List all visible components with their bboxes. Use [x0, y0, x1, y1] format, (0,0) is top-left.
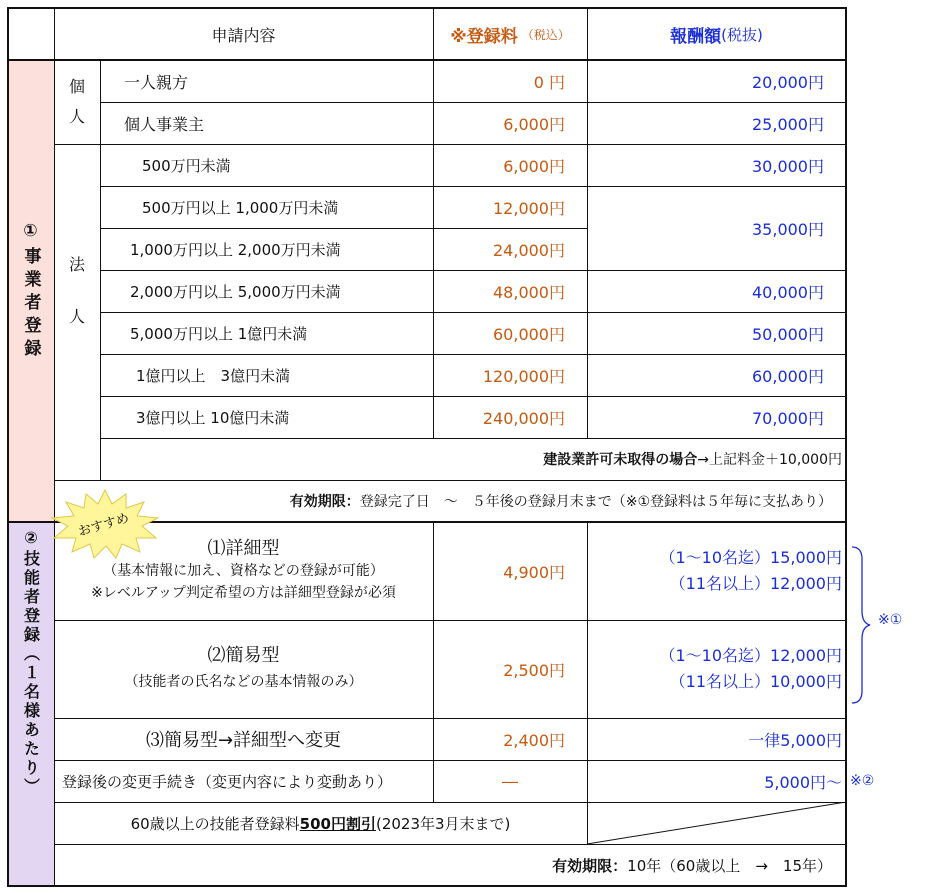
- col-line-reward-2: [587, 522, 588, 844]
- table-border-right: [845, 7, 847, 887]
- modify-procedure: 登録後の変更手続き（変更内容により変動あり）: [62, 772, 393, 791]
- header-divider: [8, 59, 847, 61]
- row-line: [54, 844, 846, 845]
- diagonal-slash: [587, 802, 846, 844]
- corp-row-name-6: 3億円以上 10億円未満: [136, 408, 290, 427]
- row-line: [54, 480, 846, 481]
- simple-reward: （1～10名迄）12,000円 （11名以上）10,000円: [659, 646, 842, 691]
- header-fee-note: （税込）: [521, 27, 570, 42]
- corp-row-name-1: 500万円以上 1,000万円未満: [142, 198, 339, 217]
- row-line: [54, 760, 846, 761]
- unlicensed-note: 建設業許可未取得の場合 →上記料金＋10,000円: [543, 452, 842, 468]
- corp-row-name-2: 1,000万円以上 2,000万円未満: [130, 240, 341, 259]
- col-line-label: [54, 8, 55, 886]
- header-reward-main: 報酬額: [670, 26, 722, 47]
- col-line-reward: [587, 8, 588, 438]
- simple-fee: 2,500円: [503, 660, 565, 680]
- brace-note: ※①: [878, 612, 903, 628]
- corp-row-name-5: 1億円以上 3億円未満: [136, 366, 291, 385]
- header-fee-main: ※登録料: [450, 26, 518, 47]
- detailed-reward: （1～10名迄）15,000円 （11名以上）12,000円: [659, 548, 842, 593]
- row-line: [100, 438, 846, 439]
- header-reward: [587, 8, 846, 60]
- change-fee: 2,400円: [503, 730, 565, 750]
- corp-row-name-3: 2,000万円以上 5,000万円未満: [130, 282, 341, 301]
- discount-note: 60歳以上の技能者登録料 500円割引 (2023年3月末まで): [130, 814, 511, 833]
- brace-icon: [848, 545, 872, 705]
- section2-validity: 有効期限： 10年（60歳以上 → 15年）: [552, 856, 832, 875]
- section1-label: ①事業者登録: [20, 220, 41, 362]
- section2-label: ②技能者登録（１名様あたり）: [21, 528, 41, 797]
- detailed-fee: 4,900円: [503, 562, 565, 582]
- row-reward-hitorioyakata: 20,000円: [752, 72, 824, 92]
- row-line: [100, 102, 846, 103]
- table-border-left: [7, 7, 9, 887]
- corp-row-fee-6: 240,000円: [482, 408, 565, 428]
- recommend-badge: おすすめ: [76, 510, 131, 540]
- row-line: [54, 620, 846, 621]
- corp-row-reward-0: 30,000円: [752, 156, 824, 176]
- change-type: ⑶簡易型→詳細型へ変更: [145, 730, 342, 751]
- row-name-kojin: 個人事業主: [124, 114, 205, 134]
- row-line: [100, 354, 846, 355]
- row-reward-kojin: 25,000円: [752, 114, 824, 134]
- table-border-top: [8, 7, 847, 9]
- corp-row-fee-5: 120,000円: [482, 366, 565, 386]
- row-line: [100, 396, 846, 397]
- corp-row-fee-1: 12,000円: [493, 198, 565, 218]
- corporation-label: 法 人: [68, 255, 85, 326]
- modify-fee: ―: [502, 771, 518, 791]
- table-border-bottom: [8, 885, 847, 887]
- header-fee: [433, 8, 587, 60]
- header-content: 申請内容: [211, 25, 276, 45]
- modify-note: ※②: [850, 773, 875, 789]
- corp-row-reward-4: 50,000円: [752, 324, 824, 344]
- change-reward: 一律5,000円: [748, 730, 842, 750]
- row-line: [100, 270, 846, 271]
- individual-label: 個 人: [68, 77, 85, 126]
- row-line: [100, 312, 846, 313]
- simple-type: ⑵簡易型 （技能者の氏名などの基本情報のみ）: [124, 645, 363, 690]
- corp-row-fee-0: 6,000円: [503, 156, 565, 176]
- corp-row-name-0: 500万円未満: [142, 156, 231, 175]
- modify-reward: 5,000円～: [764, 772, 842, 792]
- section1-validity: 有効期限： 登録完了日 ～ ５年後の登録月末まで（※①登録料は５年毎に支払あり）: [289, 494, 832, 510]
- corp-row-reward-6: 70,000円: [752, 408, 824, 428]
- corp-merged-reward: 35,000円: [752, 219, 824, 239]
- row-line: [100, 228, 587, 229]
- row-fee-hitorioyakata: 0 円: [533, 72, 565, 92]
- row-name-hitorioyakata: 一人親方: [124, 72, 189, 92]
- row-line: [54, 718, 846, 719]
- corp-row-fee-2: 24,000円: [493, 240, 565, 260]
- corp-row-name-4: 5,000万円以上 1億円未満: [130, 324, 308, 343]
- corp-row-reward-5: 60,000円: [752, 366, 824, 386]
- corp-row-reward-3: 40,000円: [752, 282, 824, 302]
- row-line: [54, 144, 846, 145]
- col-line-fee: [433, 8, 434, 438]
- row-line: [100, 186, 846, 187]
- detailed-type: ⑴詳細型 （基本情報に加え、資格などの登録が可能） ※レベルアップ判定希望の方は詳細型登録が必須: [91, 538, 396, 601]
- row-fee-kojin: 6,000円: [503, 114, 565, 134]
- header-reward-note: (税抜): [721, 25, 763, 44]
- corp-row-fee-3: 48,000円: [493, 282, 565, 302]
- corp-row-fee-4: 60,000円: [493, 324, 565, 344]
